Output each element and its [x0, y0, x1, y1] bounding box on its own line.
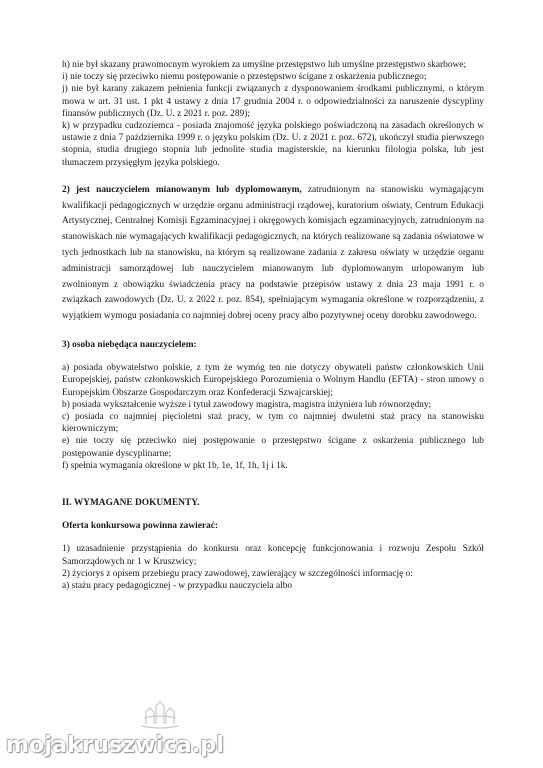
paragraph-teacher-condition	[62, 183, 484, 325]
paragraph: 1) uzasadnienie przystąpienia do konkursu oraz koncepcję funkcjonowania i rozwoju Zespołu Szkół Samorządowych nr 1 w Kruszwicy;	[62, 544, 484, 567]
paragraph-gap	[62, 325, 484, 339]
paragraph: c) posiada co najmniej pięcioletni staż pracy, w tym co najmniej dwuletni staż pracy na stanowisku kierowniczym;	[62, 412, 484, 435]
document-body	[62, 59, 484, 592]
bold-lead: 2) jest nauczycielem mianowanym lub dyplomowanym,	[62, 184, 302, 195]
heading-text: 3) osoba niebędąca nauczycielem:	[62, 340, 197, 350]
section-heading	[62, 339, 484, 351]
paragraph: f) spełnia wymagania określone w pkt 1b, 1e, 1f, 1h, 1j i 1k.	[62, 460, 288, 471]
paragraph-gap	[62, 509, 484, 520]
paragraph: 2) życiorys z opisem przebiegu pracy zawodowej, zawierający w szczególności informację o:	[62, 568, 413, 579]
section-heading	[62, 497, 484, 509]
paragraph: k) w przypadku cudzoziemca - posiada znajomość języka polskiego poświadczoną na zasadach określonych w ustawie z dnia 7 października 1999 r. o języku polskim (Dz. U. z 2021 r. poz. 672), ukończył studia pierwszego stopnia, studia drugiego stopnia lub jednolite studia magisterskie, na kierunku filologia polska, lub jest tłumaczem przysięgłym języka polskiego.	[62, 121, 484, 168]
paragraph: e) nie toczy się przeciwko niej postępowanie o przestępstwo ścigane z oskarżenia publicznego lub postępowanie dyscyplinarne;	[62, 436, 484, 459]
paragraph-gap	[62, 169, 484, 183]
heading-text: Oferta konkursowa powinna zawierać:	[62, 521, 218, 532]
section-heading	[62, 520, 484, 532]
paragraph-gap	[62, 486, 484, 497]
paragraph: b) posiada wykształcenie wyższe i tytuł zawodowy magistra, magistra inżyniera lub równorzędny;	[62, 399, 432, 410]
paragraph-gap	[62, 532, 484, 543]
paragraph: j) nie był karany zakazem pełnienia funkcji związanych z dysponowaniem środkami publicznymi, o którym mowa w art. 31 ust. 1 pkt 4 ustawy z dnia 17 grudnia 2004 r. o odpowiedzialności za naruszenie dyscypliny finansów publicznych (Dz. U. z 2021 r. poz. 289);	[62, 84, 484, 119]
paragraph-text: zatrudnionym na stanowisku wymagającym kwalifikacji pedagogicznych w urzędzie organu administracji rządowej, kuratorium oświaty, Centrum Edukacji Artystycznej, Centralnej Komisji Egzaminacyjnej i okręgowych komisjach egzaminacyjnych, zatrudnionym na stanowiskach nie wymagających kwalifikacji pedagogicznych, na których realizowane są zadania oświatowe w tych jednostkach lub na stanowisku, na którym są realizowane zadania z zakresu oświaty w urzędzie organu administracji samorządowej lub nauczycielem mianowanym lub dyplomowanym urlopowanym lub zwolnionym z obowiązku świadczenia pracy na podstawie przepisów ustawy z dnia 23 maja 1991 r. o związkach zawodowych (Dz. U. z 2022 r. poz. 854), spełniającym wymagania określone w rozporządzeniu, z wyjątkiem wymogu posiadania co najmniej dobrej oceny pracy albo pozytywnej oceny dorobku zawodowego.	[62, 184, 484, 322]
paragraph: h) nie był skazany prawomocnym wyrokiem za umyślne przestępstwo lub umyślne przestępstwo skarbowe;	[62, 60, 467, 70]
paragraph-gap	[62, 472, 484, 486]
paragraph: a) posiada obywatelstwo polskie, z tym że wymóg ten nie dotyczy obywateli państw członkowskich Unii Europejskiej, państw członkowskich Europejskiego Porozumienia o Wolnym Handlu (EFTA) - stron umowy o Europejskim Obszarze Gospodarczym oraz Konfederacji Szwajcarskiej;	[62, 363, 484, 398]
website-watermark: mojakruszwica.pl	[6, 733, 225, 758]
paragraph-gap	[62, 351, 484, 362]
paragraph: a) stażu pracy pedagogicznej - w przypadku nauczyciela albo	[62, 581, 293, 592]
town-crest-icon	[138, 700, 182, 730]
paragraph: i) nie toczy się przeciwko niemu postępowanie o przestępstwo ścigane z oskarżenia publicznego;	[62, 72, 427, 83]
heading-text: II. WYMAGANE DOKUMENTY.	[62, 498, 200, 509]
